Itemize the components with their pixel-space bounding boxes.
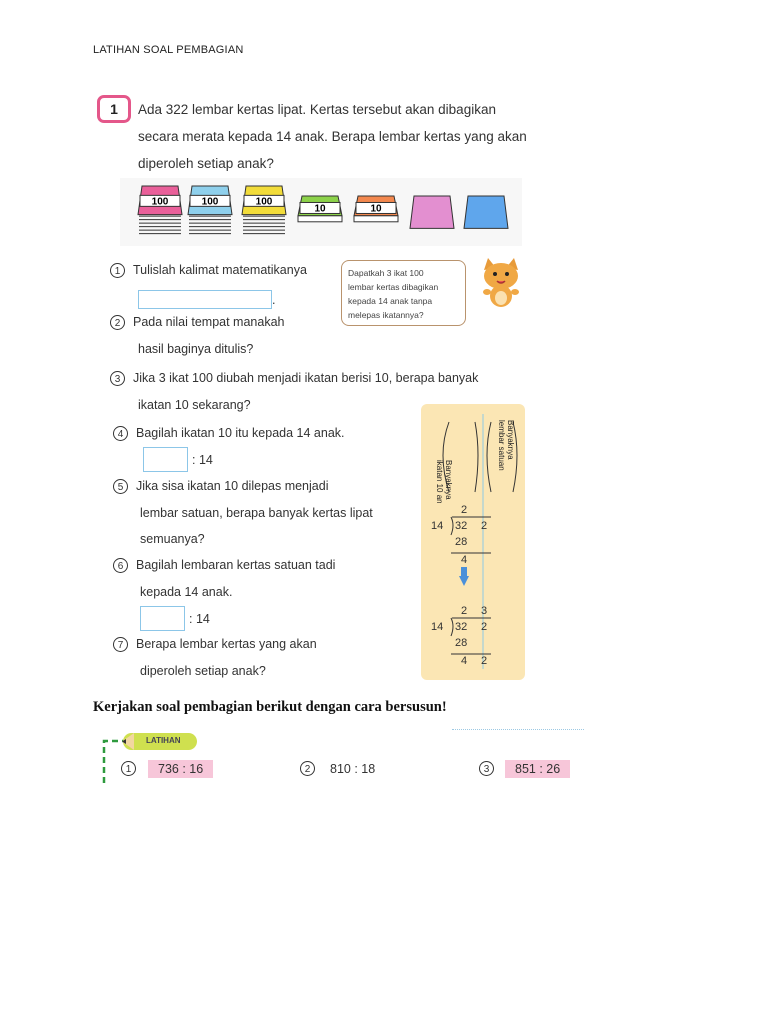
step-2-number: 2 (110, 315, 125, 330)
latihan-label: LATIHAN (146, 736, 181, 745)
step-2-text-2: hasil baginya ditulis? (138, 342, 254, 356)
column-labels (431, 420, 515, 504)
step-2 (110, 315, 284, 330)
step-1-number: 1 (110, 263, 125, 278)
problem-line-1: Ada 322 lembar kertas lipat. Kertas tersebut akan dibagikan (138, 102, 496, 117)
paper-bundle-4 (298, 196, 342, 222)
step-3-text-1: Jika 3 ikat 100 diubah menjadi ikatan berisi 10, berapa banyak (133, 371, 479, 385)
div2-divisor: 14 (431, 621, 444, 633)
div2-subtract: 28 (455, 637, 468, 649)
period-mark: . (272, 293, 276, 307)
step-3-text-2: ikatan 10 sekarang? (138, 398, 251, 412)
step-5-text-2: lembar satuan, berapa banyak kertas lipat (140, 506, 373, 520)
exercise-2-expression: 810 : 18 (330, 762, 376, 776)
hint-line-4: melepas ikatannya? (348, 310, 424, 320)
hint-line-2: lembar kertas dibagikan (348, 282, 439, 292)
paper-bundles-illustration (120, 178, 522, 246)
div2-dividend-ones: 2 (481, 621, 488, 633)
step-3 (110, 371, 478, 386)
cat-mascot-icon (474, 256, 528, 310)
problem-number-badge (97, 95, 131, 123)
div2-quotient-ones: 3 (481, 605, 488, 617)
page-title: LATIHAN SOAL PEMBAGIAN (93, 44, 244, 56)
step-5-number: 5 (113, 479, 128, 494)
dotted-guide-line (452, 729, 584, 730)
step-7-number: 7 (113, 637, 128, 652)
pencil-tip-icon (122, 733, 134, 750)
paper-bundle-2-label: 100 (201, 196, 219, 208)
step-6-text-2: kepada 14 anak. (140, 585, 233, 599)
col1-label-line-2: ikatan 10 an (435, 460, 444, 504)
div2-dividend-high: 32 (455, 621, 468, 633)
hint-line-3: kepada 14 anak tanpa (348, 296, 433, 306)
div2-remainder-tens: 4 (461, 655, 468, 667)
col1-label-line-1: Banyaknya (444, 460, 453, 500)
step-5 (113, 479, 328, 494)
step-4-divisor: : 14 (192, 453, 213, 467)
div1-dividend-ones: 2 (481, 520, 488, 532)
paper-bundle-1 (138, 186, 182, 234)
step-4 (113, 426, 345, 441)
step-7-text-1: Berapa lembar kertas yang akan (136, 637, 317, 651)
step-6-divisor: : 14 (189, 612, 210, 626)
paper-bundle-6 (410, 196, 454, 228)
exercise-2-number: 2 (300, 761, 315, 776)
answer-box-step-1[interactable] (138, 290, 272, 309)
exercise-1-number: 1 (121, 761, 136, 776)
paper-bundle-3 (242, 186, 286, 234)
paper-bundle-5 (354, 196, 398, 222)
col2-label-line-1: Banyaknya (506, 420, 515, 460)
exercise-3-expression: 851 : 26 (505, 760, 570, 778)
div2-remainder-ones: 2 (481, 655, 488, 667)
step-6-text-1: Bagilah lembaran kertas satuan tadi (136, 558, 336, 572)
answer-box-step-6[interactable] (140, 606, 185, 631)
problem-line-3: diperoleh setiap anak? (138, 156, 274, 171)
problem-line-2: secara merata kepada 14 anak. Berapa lembar kertas yang akan (138, 129, 527, 144)
exercise-3-number: 3 (479, 761, 494, 776)
step-1-text: Tulislah kalimat matematikanya (133, 263, 307, 277)
step-1 (110, 263, 307, 278)
div1-subtract: 28 (455, 536, 468, 548)
exercise-2 (300, 761, 323, 776)
paper-bundle-7 (464, 196, 508, 228)
hint-line-1: Dapatkah 3 ikat 100 (348, 268, 424, 278)
exercise-instruction: Kerjakan soal pembagian berikut dengan cara bersusun! (93, 699, 447, 715)
paper-bundle-1-label: 100 (151, 196, 169, 208)
step-5-text-3: semuanya? (140, 532, 205, 546)
step-7 (113, 637, 317, 652)
col2-label-line-2: lembar satuan (497, 420, 506, 471)
paper-bundle-4-label: 10 (314, 203, 326, 215)
paper-bundles-svg (120, 178, 522, 246)
problem-number: 1 (110, 101, 118, 117)
long-division-panel (421, 404, 525, 680)
step-4-number: 4 (113, 426, 128, 441)
step-5-text-1: Jika sisa ikatan 10 dilepas menjadi (136, 479, 329, 493)
paper-bundle-2 (188, 186, 232, 234)
step-6 (113, 558, 335, 573)
col2-label (497, 420, 515, 490)
step-4-text: Bagilah ikatan 10 itu kepada 14 anak. (136, 426, 345, 440)
exercise-3 (479, 761, 502, 776)
paper-bundle-3-label: 100 (255, 196, 273, 208)
step-6-number: 6 (113, 558, 128, 573)
div1-remainder: 4 (461, 554, 468, 566)
step-3-number: 3 (110, 371, 125, 386)
div1-divisor: 14 (431, 520, 444, 532)
div1-quotient-tens: 2 (461, 504, 468, 516)
answer-box-step-4[interactable] (143, 447, 188, 472)
paper-bundle-5-label: 10 (370, 203, 382, 215)
step-2-text-1: Pada nilai tempat manakah (133, 315, 285, 329)
div2-quotient-tens: 2 (461, 605, 468, 617)
step-7-text-2: diperoleh setiap anak? (140, 664, 266, 678)
div1-dividend-high: 32 (455, 520, 468, 532)
exercise-1 (121, 761, 144, 776)
exercise-1-expression: 736 : 16 (148, 760, 213, 778)
hint-speech-bubble (341, 260, 466, 326)
